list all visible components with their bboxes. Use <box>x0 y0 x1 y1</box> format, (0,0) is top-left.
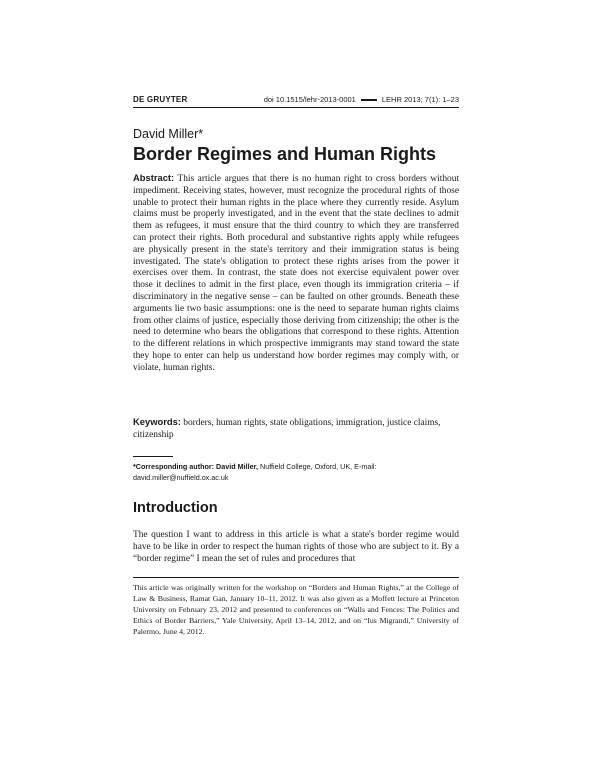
corresponding-author-label: *Corresponding author: David Miller, <box>133 462 258 471</box>
publisher-name: DE GRUYTER <box>133 95 188 104</box>
journal-citation: LEHR 2013; 7(1): 1–23 <box>381 95 459 104</box>
header-citation-block <box>264 95 459 104</box>
keywords-text: borders, human rights, state obligations, immigration, justice claims, citizenship <box>133 418 441 440</box>
abstract-label: Abstract: <box>133 172 175 183</box>
running-header <box>133 93 459 107</box>
body-paragraph: The question I want to address in this article is what a state's border regime would have to be like in order to respect the human rights of those who are subject to it. By a “border regime” I mean the set of rules and procedures that <box>133 530 459 564</box>
keywords <box>133 416 459 441</box>
section-heading: Introduction <box>133 500 218 516</box>
corresponding-author-note <box>133 461 459 483</box>
abstract <box>133 172 459 375</box>
corresponding-author-text: Nuffield College, Oxford, UK, E-mail: david.miller@nuffield.ox.ac.uk <box>133 462 377 482</box>
footnote: This article was originally written for the workshop on “Borders and Human Rights,” at the College of Law & Business, Ramat Gan, January 10–11, 2012. It was also given as a Moffett lecture at Princeton University on February 23, 2012 and presented to conferences on “Walls and Fences: The Politics and Ethics of Border Barriers,” Yale University, April 13–14, 2012, and on “Ius Migrandi,” University of Palermo, June 4, 2012. <box>133 583 459 636</box>
doi-link[interactable]: doi 10.1515/lehr-2013-0001 <box>263 95 356 104</box>
header-rule <box>133 107 459 108</box>
header-dash <box>361 99 377 101</box>
author-note-rule <box>133 456 173 457</box>
article-title: Border Regimes and Human Rights <box>133 144 437 164</box>
abstract-text: This article argues that there is no human right to cross borders without impediment. Receiving states, however, must recognize the procedural rights of those unable to protect their human rights in the place where they currently reside. Asylum claims must be properly investigated, and in the event that the state declines to admit them as refugees, it must ensure that the third country to which they are transferred can protect their rights. Both procedural and substantive rights apply while refugees are physically present in the state's territory and their immigration status is being investigated. The state's obligation to protect these rights arises from the power it exercises over them. In contrast, the state does not exercise equivalent power over those it declines to admit in the first place, even though its immigration criteria – if discriminatory in the negative sense – can be faulted on other grounds. Beneath these arguments lie two basic assumptions: one is the need to separate human rights claims from other claims of justice, especially those deriving from citizenship; the other is the need to determine who bears the obligations that correspond to these rights. Attention to the different relations in which prospective immigrants may stand toward the state they hope to enter can help us understand how border regimes may comply with, or violate, human rights. <box>133 174 459 373</box>
keywords-label: Keywords: <box>133 416 181 427</box>
author-name: David Miller* <box>133 127 204 141</box>
footnote-rule <box>133 577 459 578</box>
